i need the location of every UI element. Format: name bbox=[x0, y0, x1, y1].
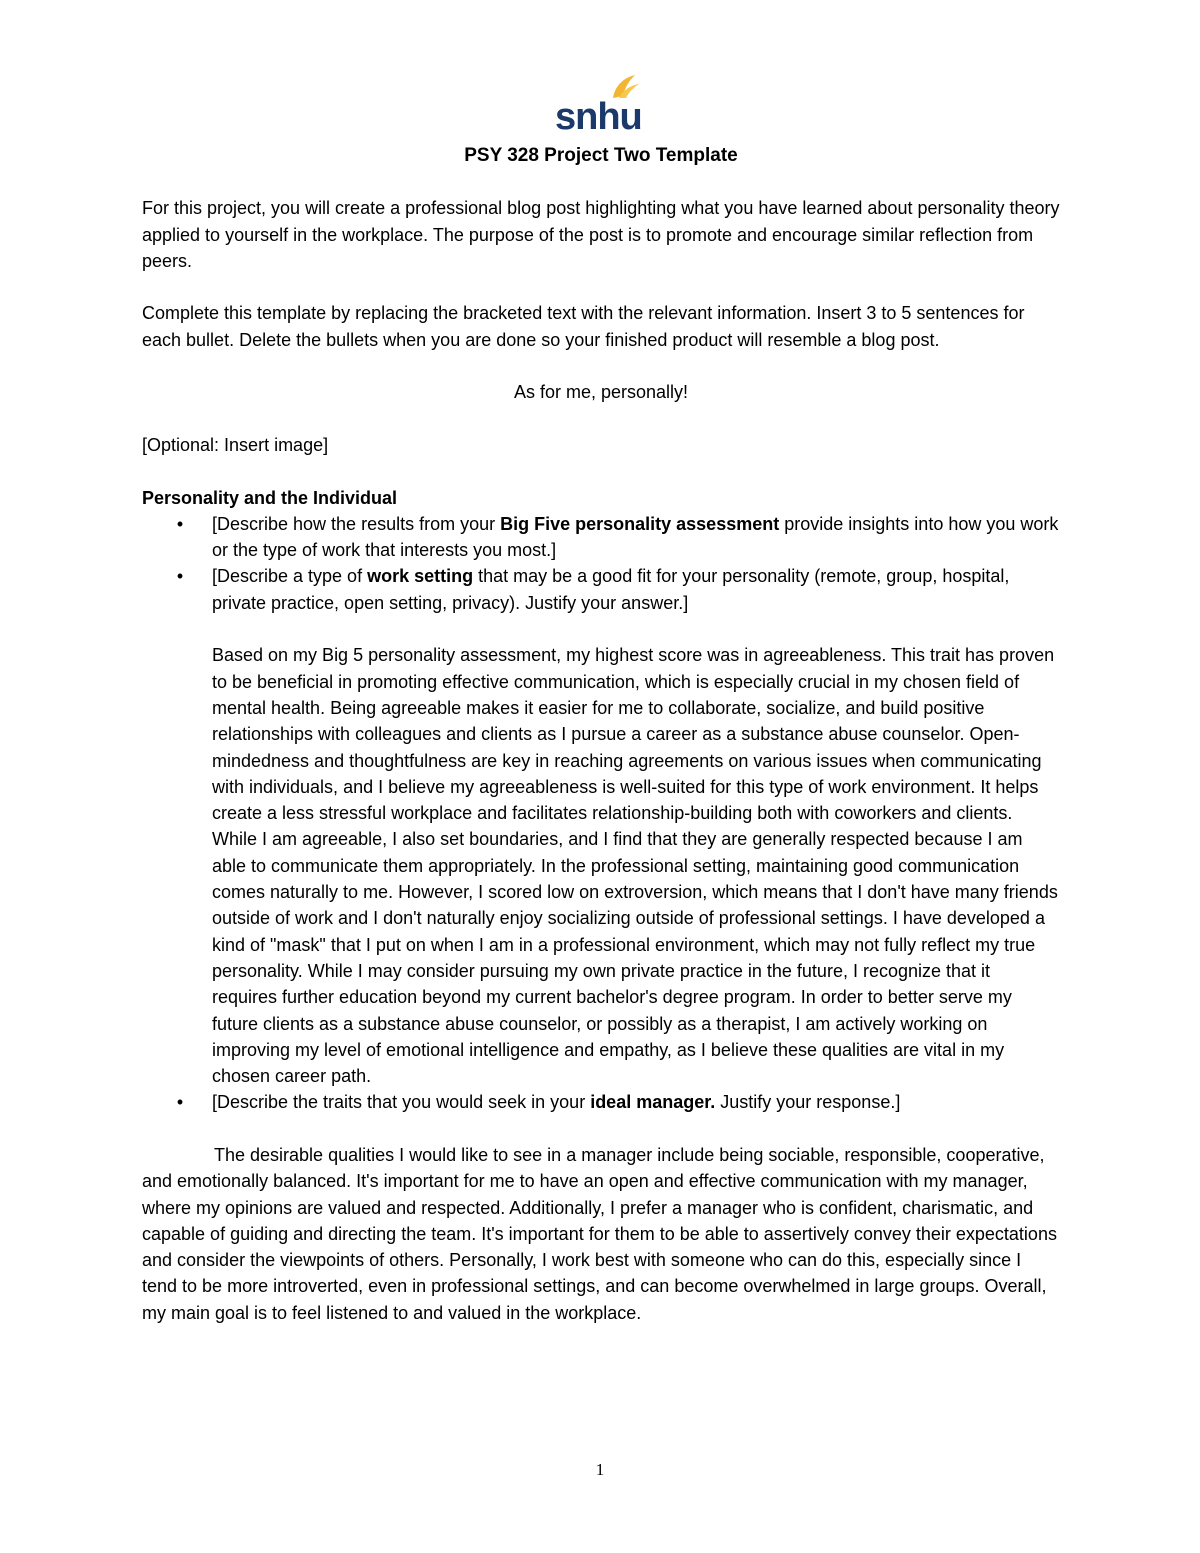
image-placeholder: [Optional: Insert image] bbox=[142, 434, 329, 455]
page-number: 1 bbox=[595, 1460, 605, 1479]
prompt-list bbox=[142, 511, 1060, 1116]
snhu-logo-text: snhu bbox=[555, 96, 642, 134]
list-item: • [Describe the traits that you would seek in your ideal manager. Justify your response.] bbox=[142, 1089, 1060, 1115]
response-paragraph-one: Based on my Big 5 personality assessment, my highest score was in agreeableness. This trait has proven to be beneficial in promoting effective communication, which is especially crucial in my chosen field of mental health. Being agreeable makes it easier for me to collaborate, socialize, and build positive relationships with colleagues and clients as I pursue a career as a substance abuse counselor. Open-mindedness and thoughtfulness are key in reaching agreements on various issues when communicating with individuals, and I believe my agreeableness is well-suited for this type of work environment. It helps create a less stressful workplace and facilitates relationship-building both with coworkers and clients. While I am agreeable, I also set boundaries, and I find that they are generally respected because I am able to communicate them appropriately. In the professional setting, maintaining good communication comes naturally to me. However, I scored low on extroversion, which means that I don't have many friends outside of work and I don't naturally enjoy socializing outside of professional settings. I have developed a kind of "mask" that I put on when I am in a professional environment, which may not fully reflect my true personality. While I may consider pursuing my own private practice in the future, I recognize that it requires further education beyond my current bachelor's degree program. In order to better serve my future clients as a substance abuse counselor, or possibly as a therapist, I am actively working on improving my level of emotional intelligence and empathy, as I believe these qualities are vital in my chosen career path. bbox=[212, 645, 1058, 1087]
bullet-icon: • bbox=[176, 1092, 184, 1113]
document-body bbox=[142, 143, 1060, 1326]
bullet-icon: • bbox=[176, 513, 184, 534]
section-heading: Personality and the Individual bbox=[142, 487, 398, 508]
list-item: • [Describe how the results from your Big Five personality assessment provide insights into how you work or the type of work that interests you most.] bbox=[142, 511, 1060, 564]
intro-paragraph: For this project, you will create a professional blog post highlighting what you have learned about personality theory applied to yourself in the workplace. The purpose of the post is to promote and encourage similar reflection from peers. bbox=[142, 198, 1060, 271]
blog-title: As for me, personally! bbox=[513, 382, 689, 403]
document-title: PSY 328 Project Two Template bbox=[464, 145, 738, 166]
snhu-logo-icon bbox=[553, 72, 649, 134]
list-item: • [Describe a type of work setting that may be a good fit for your personality (remote, group, hospital, private practice, open setting, privacy). Justify your answer.] Based on my Big 5 personality assessment, my highest score was in agreeableness. This trait has proven to be beneficial in promoting effective communication, which is especially crucial in my chosen field of mental health. Being agreeable makes it easier for me to collaborate, socialize, and build positive relationships with colleagues and clients as I pursue a career as a substance abuse counselor. Open-mindedness and thoughtfulness are key in reaching agreements on various issues when communicating with individuals, and I believe my agreeableness is well-suited for this type of work environment. It helps create a less stressful workplace and facilitates relationship-building both with coworkers and clients. While I am agreeable, I also set boundaries, and I find that they are generally respected because I am able to communicate them appropriately. In the professional setting, maintaining good communication comes naturally to me. However, I scored low on extroversion, which means that I don't have many friends outside of work and I don't naturally enjoy socializing outside of professional settings. I have developed a kind of "mask" that I put on when I am in a professional environment, which may not fully reflect my true personality. While I may consider pursuing my own private practice in the future, I recognize that it requires further education beyond my current bachelor's degree program. In order to better serve my future clients as a substance abuse counselor, or possibly as a therapist, I am actively working on improving my level of emotional intelligence and empathy, as I believe these qualities are vital in my chosen career path. bbox=[142, 563, 1060, 1089]
snhu-logo bbox=[553, 72, 649, 134]
instructions-paragraph: Complete this template by replacing the bracketed text with the relevant information. Insert 3 to 5 sentences for each bullet. Delete the bullets when you are done so your finished product will resemble a blog post. bbox=[142, 303, 1025, 350]
response-paragraph-two: The desirable qualities I would like to see in a manager include being sociable, responsible, cooperative, and emotionally balanced. It's important for me to have an open and effective communication with my manager, where my opinions are valued and respected. Additionally, I prefer a manager who is confident, charismatic, and capable of guiding and directing the team. It's important for them to be able to assertively convey their expectations and consider the viewpoints of others. Personally, I work best with someone who can do this, especially since I tend to be more introverted, even in professional settings, and can become overwhelmed in large groups. Overall, my main goal is to feel listened to and valued in the workplace. bbox=[142, 1144, 1057, 1323]
bullet-icon: • bbox=[176, 566, 184, 587]
